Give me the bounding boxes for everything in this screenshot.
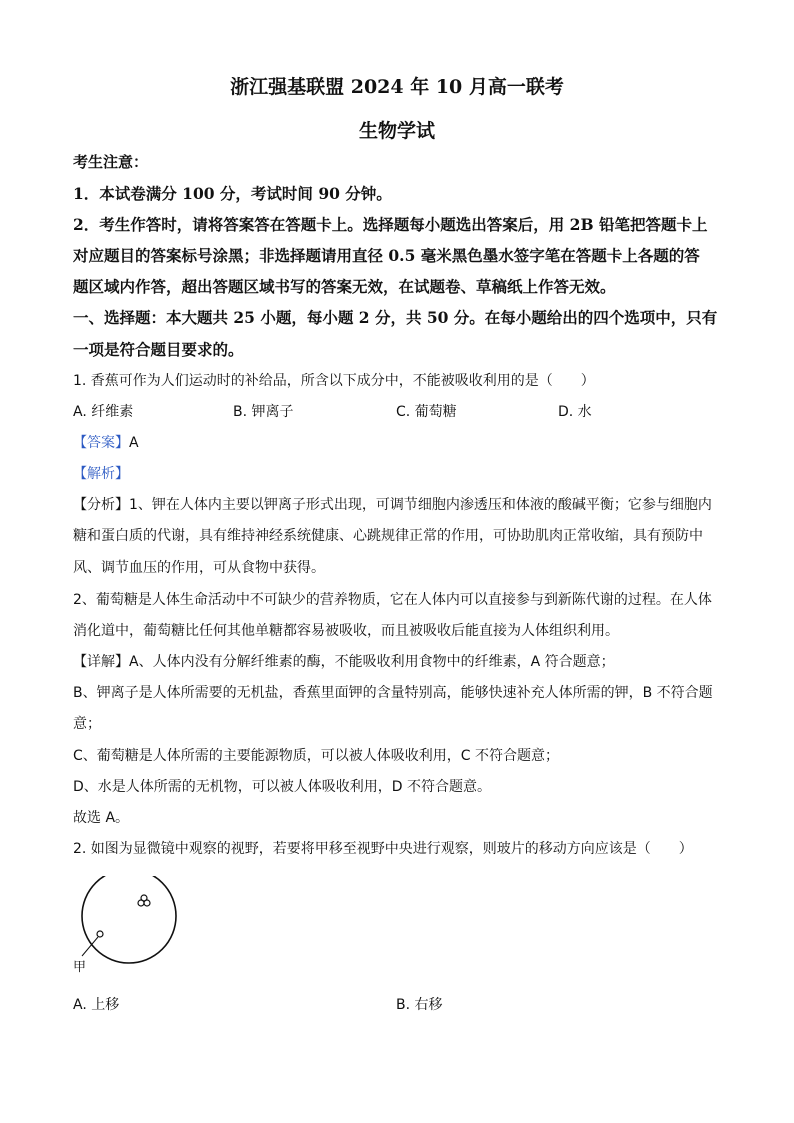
microscope-field-figure: [70, 876, 190, 976]
analysis-tag: 【解析】: [73, 466, 129, 482]
question-1-option-c: C. 葡萄糖: [396, 404, 457, 420]
section-heading-line-1: 一、选择题：本大题共 25 小题，每小题 2 分，共 50 分。在每小题给出的四个选项中，只有: [73, 308, 718, 327]
analysis-line-5: 消化道中，葡萄糖比任何其他单糖都容易被吸收，而且被吸收后能直接为人体组织利用。: [73, 623, 619, 639]
question-2-option-a: A. 上移: [73, 997, 120, 1013]
xiangjie-a: A、人体内没有分解纤维素的酶，不能吸收利用食物中的纤维素，A 符合题意；: [129, 654, 615, 670]
question-2-stem: 2. 如图为显微镜中观察的视野，若要将甲移至视野中央进行观察，则玻片的移动方向应该是（ ）: [73, 841, 693, 857]
fenxi-tag: 【分析】: [73, 497, 129, 513]
field-of-view-circle: [82, 876, 176, 963]
section-heading-line-2: 一项是符合题目要求的。: [73, 340, 244, 359]
analysis-line-1: [73, 494, 723, 514]
question-1-stem: 1. 香蕉可作为人们运动时的补给品，所含以下成分中，不能被吸收利用的是（ ）: [73, 373, 595, 389]
question-1-answer: [73, 432, 723, 452]
notice-item-2-line-3: 题区域内作答，超出答题区域书写的答案无效，在试题卷、草稿纸上作答无效。: [73, 277, 616, 296]
object-jia: [97, 931, 103, 937]
analysis-line-4: 2、葡萄糖是人体生命活动中不可缺少的营养物质，它在人体内可以直接参与到新陈代谢的过程。在人体: [73, 592, 712, 608]
cell-cluster-left: [138, 900, 144, 906]
notice-heading: 考生注意：: [73, 153, 149, 171]
answer-value: A: [129, 435, 139, 451]
detail-line-b-2: 意；: [73, 716, 101, 732]
fenxi-text-1: 1、钾在人体内主要以钾离子形式出现，可调节细胞内渗透压和体液的酸碱平衡；它参与细胞内: [129, 497, 712, 513]
notice-item-2-line-2: 对应题目的答案标号涂黑；非选择题请用直径 0.5 毫米黑色墨水签字笔在答题卡上各题的答: [73, 246, 700, 265]
label-pointer-line: [82, 937, 98, 956]
figure-label-jia: 甲: [73, 960, 87, 975]
xiangjie-tag: 【详解】: [73, 654, 129, 670]
exam-subtitle: 生物学试: [358, 120, 435, 142]
analysis-line-2: 糖和蛋白质的代谢，具有维持神经系统健康、心跳规律正常的作用，可协助肌肉正常收缩，具有预防中: [73, 528, 703, 544]
question-1-option-a: A. 纤维素: [73, 404, 134, 420]
notice-item-1: 1．本试卷满分 100 分，考试时间 90 分钟。: [73, 184, 392, 203]
question-1-option-b: B. 钾离子: [233, 404, 294, 420]
question-2-option-b: B. 右移: [396, 997, 443, 1013]
detail-line-b-1: B、钾离子是人体所需要的无机盐，香蕉里面钾的含量特别高，能够快速补充人体所需的钾，B 不符合题: [73, 685, 713, 701]
analysis-line-3: 风、调节血压的作用，可从食物中获得。: [73, 560, 325, 576]
detail-line-d: D、水是人体所需的无机物，可以被人体吸收利用，D 不符合题意。: [73, 779, 492, 795]
detail-line-a: [73, 651, 723, 671]
conclusion: 故选 A。: [73, 810, 130, 826]
notice-item-2-line-1: 2．考生作答时，请将答案答在答题卡上。选择题每小题选出答案后，用 2B 铅笔把答题卡上: [73, 215, 708, 234]
detail-line-c: C、葡萄糖是人体所需的主要能源物质，可以被人体吸收利用，C 不符合题意；: [73, 748, 559, 764]
cell-cluster-right: [144, 900, 150, 906]
answer-tag: 【答案】: [73, 435, 129, 451]
exam-title: 浙江强基联盟 2024 年 10 月高一联考: [230, 76, 564, 98]
question-1-option-d: D. 水: [558, 404, 592, 420]
